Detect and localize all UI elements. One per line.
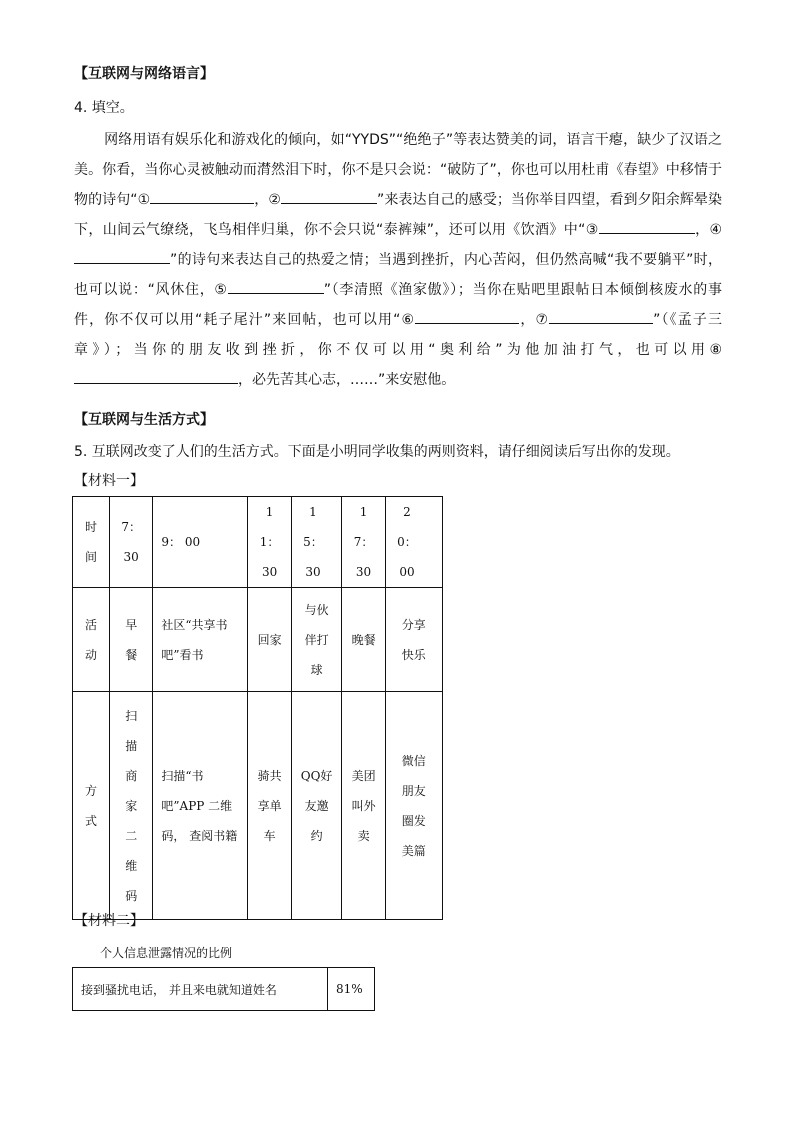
table-cell: 社区“共享书吧”看书 (153, 588, 248, 692)
row-header-activity: 活动 (73, 588, 110, 692)
table-cell: QQ好友邀约 (291, 692, 342, 920)
table-cell: 分享快乐 (385, 588, 442, 692)
q4-text-7: ，⑦ (519, 312, 550, 328)
table-cell: 11：30 (248, 497, 291, 588)
table-cell: 7：30 (110, 497, 153, 588)
blank-7[interactable] (549, 307, 653, 324)
row-header-method: 方式 (73, 692, 110, 920)
q4-text-3: ”来表达自己的感受；当你举目四望，看到夕阳余辉晕染下，山间云气缭绕，飞鸟相伴归巢，你不会只说“泰裤辣”，还可以用《饮酒》中“③ (74, 192, 722, 238)
table-cell: 早餐 (110, 588, 153, 692)
table-cell: 9： 00 (153, 497, 248, 588)
q4-text-4: ，④ (694, 222, 722, 238)
table-cell: 接到骚扰电话， 并且来电就知道姓名 (73, 968, 328, 1011)
table-cell: 骑共享单车 (248, 692, 291, 920)
section-heading-internet-language: 【互联网与网络语言】 (74, 66, 214, 82)
q4-text-9: ，必先苦其心志，……”来安慰他。 (238, 372, 456, 388)
q4-text-6: ”（李清照《渔家傲》）；当你在贴吧里跟帖日本倾倒核废水的事件，你不仅可以用“耗子尾汁”来回帖，也可以用“⑥ (74, 282, 722, 328)
schedule-table (72, 496, 443, 920)
table-cell: 微信朋友圈发美篇 (385, 692, 442, 920)
blank-6[interactable] (415, 307, 519, 324)
table-cell: 晚餐 (342, 588, 385, 692)
q4-text-1: 网络用语有娱乐化和游戏化的倾向，如“YYDS”“绝绝子”等表达赞美的词，语言干瘪，缺少了汉语之美。你看，当你心灵被触动而潸然泪下时，你不是只会说：“破防了”，你也可以用杜甫《春望》中移情于物的诗句“① (74, 132, 722, 208)
table-cell: 17：30 (342, 497, 385, 588)
q4-text-2: ，② (254, 192, 281, 208)
table-row-time (73, 497, 443, 588)
blank-1[interactable] (150, 187, 254, 204)
table-cell: 扫描商家二维码 (110, 692, 153, 920)
row-header-time: 时间 (73, 497, 110, 588)
table-cell: 15：30 (291, 497, 342, 588)
info-leak-table (72, 967, 375, 1011)
blank-2[interactable] (281, 187, 377, 204)
question-4-prompt: 4. 填空。 (74, 100, 134, 116)
blank-8[interactable] (74, 367, 238, 384)
material-2-label: 【材料二】 (74, 913, 144, 929)
blank-3[interactable] (599, 217, 695, 234)
table-cell: 20：00 (385, 497, 442, 588)
blank-5[interactable] (228, 277, 324, 294)
section-heading-lifestyle: 【互联网与生活方式】 (74, 412, 214, 428)
table-row-method (73, 692, 443, 920)
question-5-prompt: 5. 互联网改变了人们的生活方式。下面是小明同学收集的两则资料，请仔细阅读后写出你的发现。 (74, 444, 680, 460)
table-row (73, 968, 375, 1011)
table-cell: 回家 (248, 588, 291, 692)
table-cell: 81% (328, 968, 375, 1011)
question-4-paragraph (74, 125, 722, 395)
table-row-activity (73, 588, 443, 692)
blank-4[interactable] (74, 247, 170, 264)
q4-text-5: ”的诗句来表达自己的热爱之情；当遇到挫折，内心苦闷，但仍然高喊“我不要躺平”时，也可以说：“风休住，⑤ (74, 252, 722, 298)
table-2-caption: 个人信息泄露情况的比例 (100, 946, 233, 960)
material-1-label: 【材料一】 (74, 473, 144, 489)
table-cell: 美团叫外卖 (342, 692, 385, 920)
table-cell: 扫描“书吧”APP 二维码， 查阅书籍 (153, 692, 248, 920)
q4-text-8: ”（《孟子三章》）；当你的朋友收到挫折，你不仅可以用“奥利给”为他加油打气，也可以用⑧ (74, 312, 722, 358)
table-cell: 与伙伴打球 (291, 588, 342, 692)
